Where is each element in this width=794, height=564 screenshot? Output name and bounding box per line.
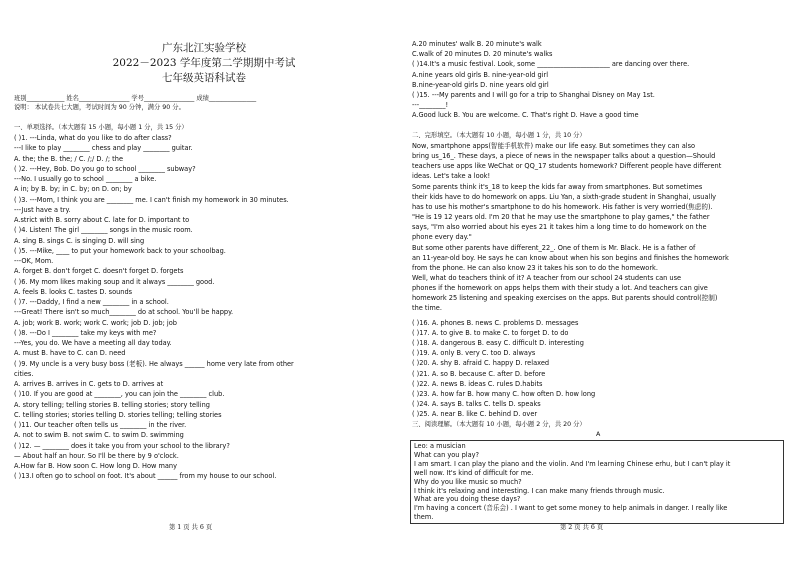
reading-line: Leo: a musician: [414, 442, 466, 450]
passage-line: has to use his mother's smartphone to do his homework. His father is very worried(焦虑的).: [412, 202, 713, 211]
question-line: ( )14.It's a music festival. Look, some ______________________ are dancing over there.: [412, 60, 690, 69]
question-line: C. telling stories; stories telling D. stories telling; telling stories: [14, 410, 222, 419]
reading-box: [410, 440, 784, 524]
option-line: ( )18. A. dangerous B. easy C. difficult D. interesting: [412, 339, 584, 348]
passage-line: ideas. Let's take a look!: [412, 172, 491, 181]
option-line: ( )25. A. near B. like C. behind D. over: [412, 409, 538, 418]
passage-line: bring us_16_. These days, a piece of news in the newspaper talks about a question—Should: [412, 152, 716, 161]
question-line: ( )3. ---Mom, I think you are ________ me. I can't finish my homework in 30 minutes.: [14, 195, 289, 204]
school-name: 广东北江实验学校: [162, 42, 246, 54]
question-line: cities.: [14, 369, 34, 378]
question-line: A. must B. have to C. can D. need: [14, 349, 126, 358]
question-line: ( )1. ---Linda, what do you like to do after class?: [14, 134, 172, 142]
section-1-heading: 一、单项选择。（本大题有 15 小题，每小题 1 分，共 15 分）: [14, 124, 188, 131]
question-line: A.nine years old girls B. nine-year-old girl: [412, 70, 549, 79]
reading-part-label: A: [596, 431, 601, 438]
section-3-heading: 三、阅读理解。（本大题有 10 小题，每小题 2 分，共 20 分）: [412, 421, 586, 428]
reading-line: I am smart. I can play the piano and the violin. And I'm learning Chinese erhu, but I can't play it: [414, 459, 731, 468]
exam-title: 2022－2023 学年度第二学期期中考试: [112, 57, 296, 69]
passage-line: phone every day.": [412, 233, 472, 242]
question-line: A. the; the B. the; / C. /;/ D. /; the: [14, 154, 123, 163]
question-line: ( )10. If you are good at ________, you can join the ________ club.: [14, 390, 225, 399]
passage-line: homework 25 listening and speaking exercises on the apps. But parents should control(控制): [412, 294, 718, 303]
question-line: ( )15. ---My parents and I will go for a trip to Shanghai Disney on May 1st.: [412, 91, 655, 99]
reading-line: I'm having a concert (音乐会) . I want to get some money to help animals in danger. I really like: [414, 504, 728, 513]
question-line: ---OK, Mom.: [14, 257, 54, 265]
question-line: ---No. I usually go to school ________ a bike.: [14, 175, 157, 183]
question-line: A in; by B. by; in C. by; on D. on; by: [14, 185, 132, 194]
question-line: ( )5. ---Mike, ____ to put your homework back to your schoolbag.: [14, 246, 226, 255]
reading-line: What are you doing these days?: [414, 495, 521, 504]
question-line: A.How far B. How soon C. How long D. How many: [14, 462, 178, 470]
passage-line: Well, what do teachers think of it? A teacher from our school 24 students can use: [412, 273, 682, 282]
question-line: A.Good luck B. You are welcome. C. That's right D. Have a good time: [412, 111, 639, 120]
question-line: ( )4. Listen! The girl ________ songs in the music room.: [14, 226, 193, 235]
question-line: — About half an hour. So I'll be there by 9 o'clock.: [14, 451, 179, 460]
right-page: [410, 0, 784, 564]
question-line: B.nine-year-old girls D. nine years old girl: [412, 80, 549, 89]
question-line: ( )11. Our teacher often tells us ________ in the river.: [14, 421, 187, 429]
question-line: ---Yes, you do. We have a meeting all day today.: [14, 339, 172, 347]
reading-line: them.: [414, 513, 434, 522]
question-line: ( )13.I often go to school on foot. It's about ______ from my house to our school.: [14, 472, 277, 481]
section-2-heading: 二、完形填空。（本大题有 10 小题，每小题 1 分，共 10 分）: [412, 132, 586, 139]
passage-line: an 11-year-old boy. He says he can know about when his son begins and finishes the homework: [412, 253, 729, 262]
reading-line: What can you play?: [414, 450, 480, 459]
question-line: A. sing B. sings C. is singing D. will sing: [14, 236, 145, 245]
question-line: A.20 minutes' walk B. 20 minute's walk: [412, 40, 542, 48]
student-info-line: 班别____________ 姓名________________ 学号________________ 成绩_______________: [14, 95, 257, 102]
reading-line: I think it's relaxing and interesting. I can make many friends through music.: [414, 486, 665, 495]
option-line: ( )24. A. says B. talks C. tells D. speaks: [412, 399, 541, 408]
option-line: ( )23. A. how far B. how many C. how often D. how long: [412, 389, 596, 398]
option-line: ( )16. A. phones B. news C. problems D. messages: [412, 319, 579, 327]
passage-line: Now, smartphone apps(智能手机软件) make our life easy. But sometimes they can also: [412, 142, 696, 150]
option-line: ( )20. A. shy B. afraid C. happy D. relaxed: [412, 359, 550, 368]
reading-line: Why do you like music so much?: [414, 477, 522, 486]
passage-line: Some parents think it's_18 to keep the kids far away from smartphones. But sometimes: [412, 182, 703, 191]
passage-line: says, "I'm also worried about his eyes 21 it takes him a long time to do homework on the: [412, 223, 707, 232]
question-line: ---________!: [412, 101, 449, 110]
question-line: A. feels B. looks C. tastes D. sounds: [14, 287, 133, 296]
question-line: A. forget B. don't forget C. doesn't forget D. forgets: [14, 267, 184, 276]
question-line: ( )7. ---Daddy, I find a new ________ in a school.: [14, 298, 169, 306]
reading-line: well now. It's kind of difficult for me.: [414, 468, 534, 477]
passage-line: their kids have to do homework on apps. Liu Yan, a sixth-grade student in Shanghai, usually: [412, 192, 717, 201]
question-line: ( )8. ---Do I ________ take my keys with me?: [14, 328, 157, 337]
option-line: ( )17. A. to give B. to make C. to forget D. to do: [412, 329, 569, 338]
option-line: ( )22. A. news B. ideas C. rules D.habits: [412, 379, 543, 388]
question-line: ---Just have a try.: [14, 205, 71, 214]
passage-line: phones if the homework on apps helps them with their study a lot. And teachers can give: [412, 284, 708, 293]
question-line: A.strict with B. sorry about C. late for D. important to: [14, 216, 190, 224]
question-line: A. arrives B. arrives in C. gets to D. arrives at: [14, 380, 164, 388]
passage-line: teachers use apps like WeChat or QQ_17 students homework? Different people have different: [412, 162, 722, 171]
page-footer-1: 第 1 页 共 6 页: [169, 524, 213, 531]
instructions: 说明： 本试卷共七大题，考试时间为 90 分钟，满分 90 分。: [14, 104, 185, 111]
page-footer-2: 第 2 页 共 6 页: [560, 524, 604, 531]
question-line: C.walk of 20 minutes D. 20 minute's walks: [412, 50, 553, 59]
question-line: ( )6. My mom likes making soup and it always ________ good.: [14, 277, 215, 286]
question-line: ( )12. — ________ does it take you from your school to the library?: [14, 441, 230, 450]
question-line: A. job; work B. work; work C. work; job D. job; job: [14, 318, 177, 327]
passage-line: But some other parents have different_22_. One of them is Mr. Black. He is a father of: [412, 243, 696, 252]
passage-line: "He is 19 12 years old. I'm 20 that he may use the smartphone to play games," the father: [412, 213, 710, 222]
question-line: ---Great! There isn't so much________ do at school. You'll be happy.: [14, 308, 234, 317]
question-line: ( )2. ---Hey, Bob. Do you go to school ________ subway?: [14, 164, 196, 173]
question-line: A. story telling; telling stories B. telling stories; story telling: [14, 400, 210, 409]
passage-line: from the phone. He can also know 23 it takes his son to do the homework.: [412, 263, 658, 272]
subject-title: 七年级英语科试卷: [162, 72, 246, 84]
passage-line: the time.: [412, 304, 442, 313]
question-line: ---I like to play ________ chess and play ________ guitar.: [14, 144, 193, 153]
left-page: [14, 0, 394, 564]
question-line: ( )9. My uncle is a very busy boss (老板). He always ______ home very late from other: [14, 359, 294, 368]
option-line: ( )21. A. so B. because C. after D. before: [412, 369, 546, 378]
question-line: A. not to swim B. not swim C. to swim D. swimming: [14, 431, 184, 440]
option-line: ( )19. A. only B. very C. too D. always: [412, 349, 536, 358]
